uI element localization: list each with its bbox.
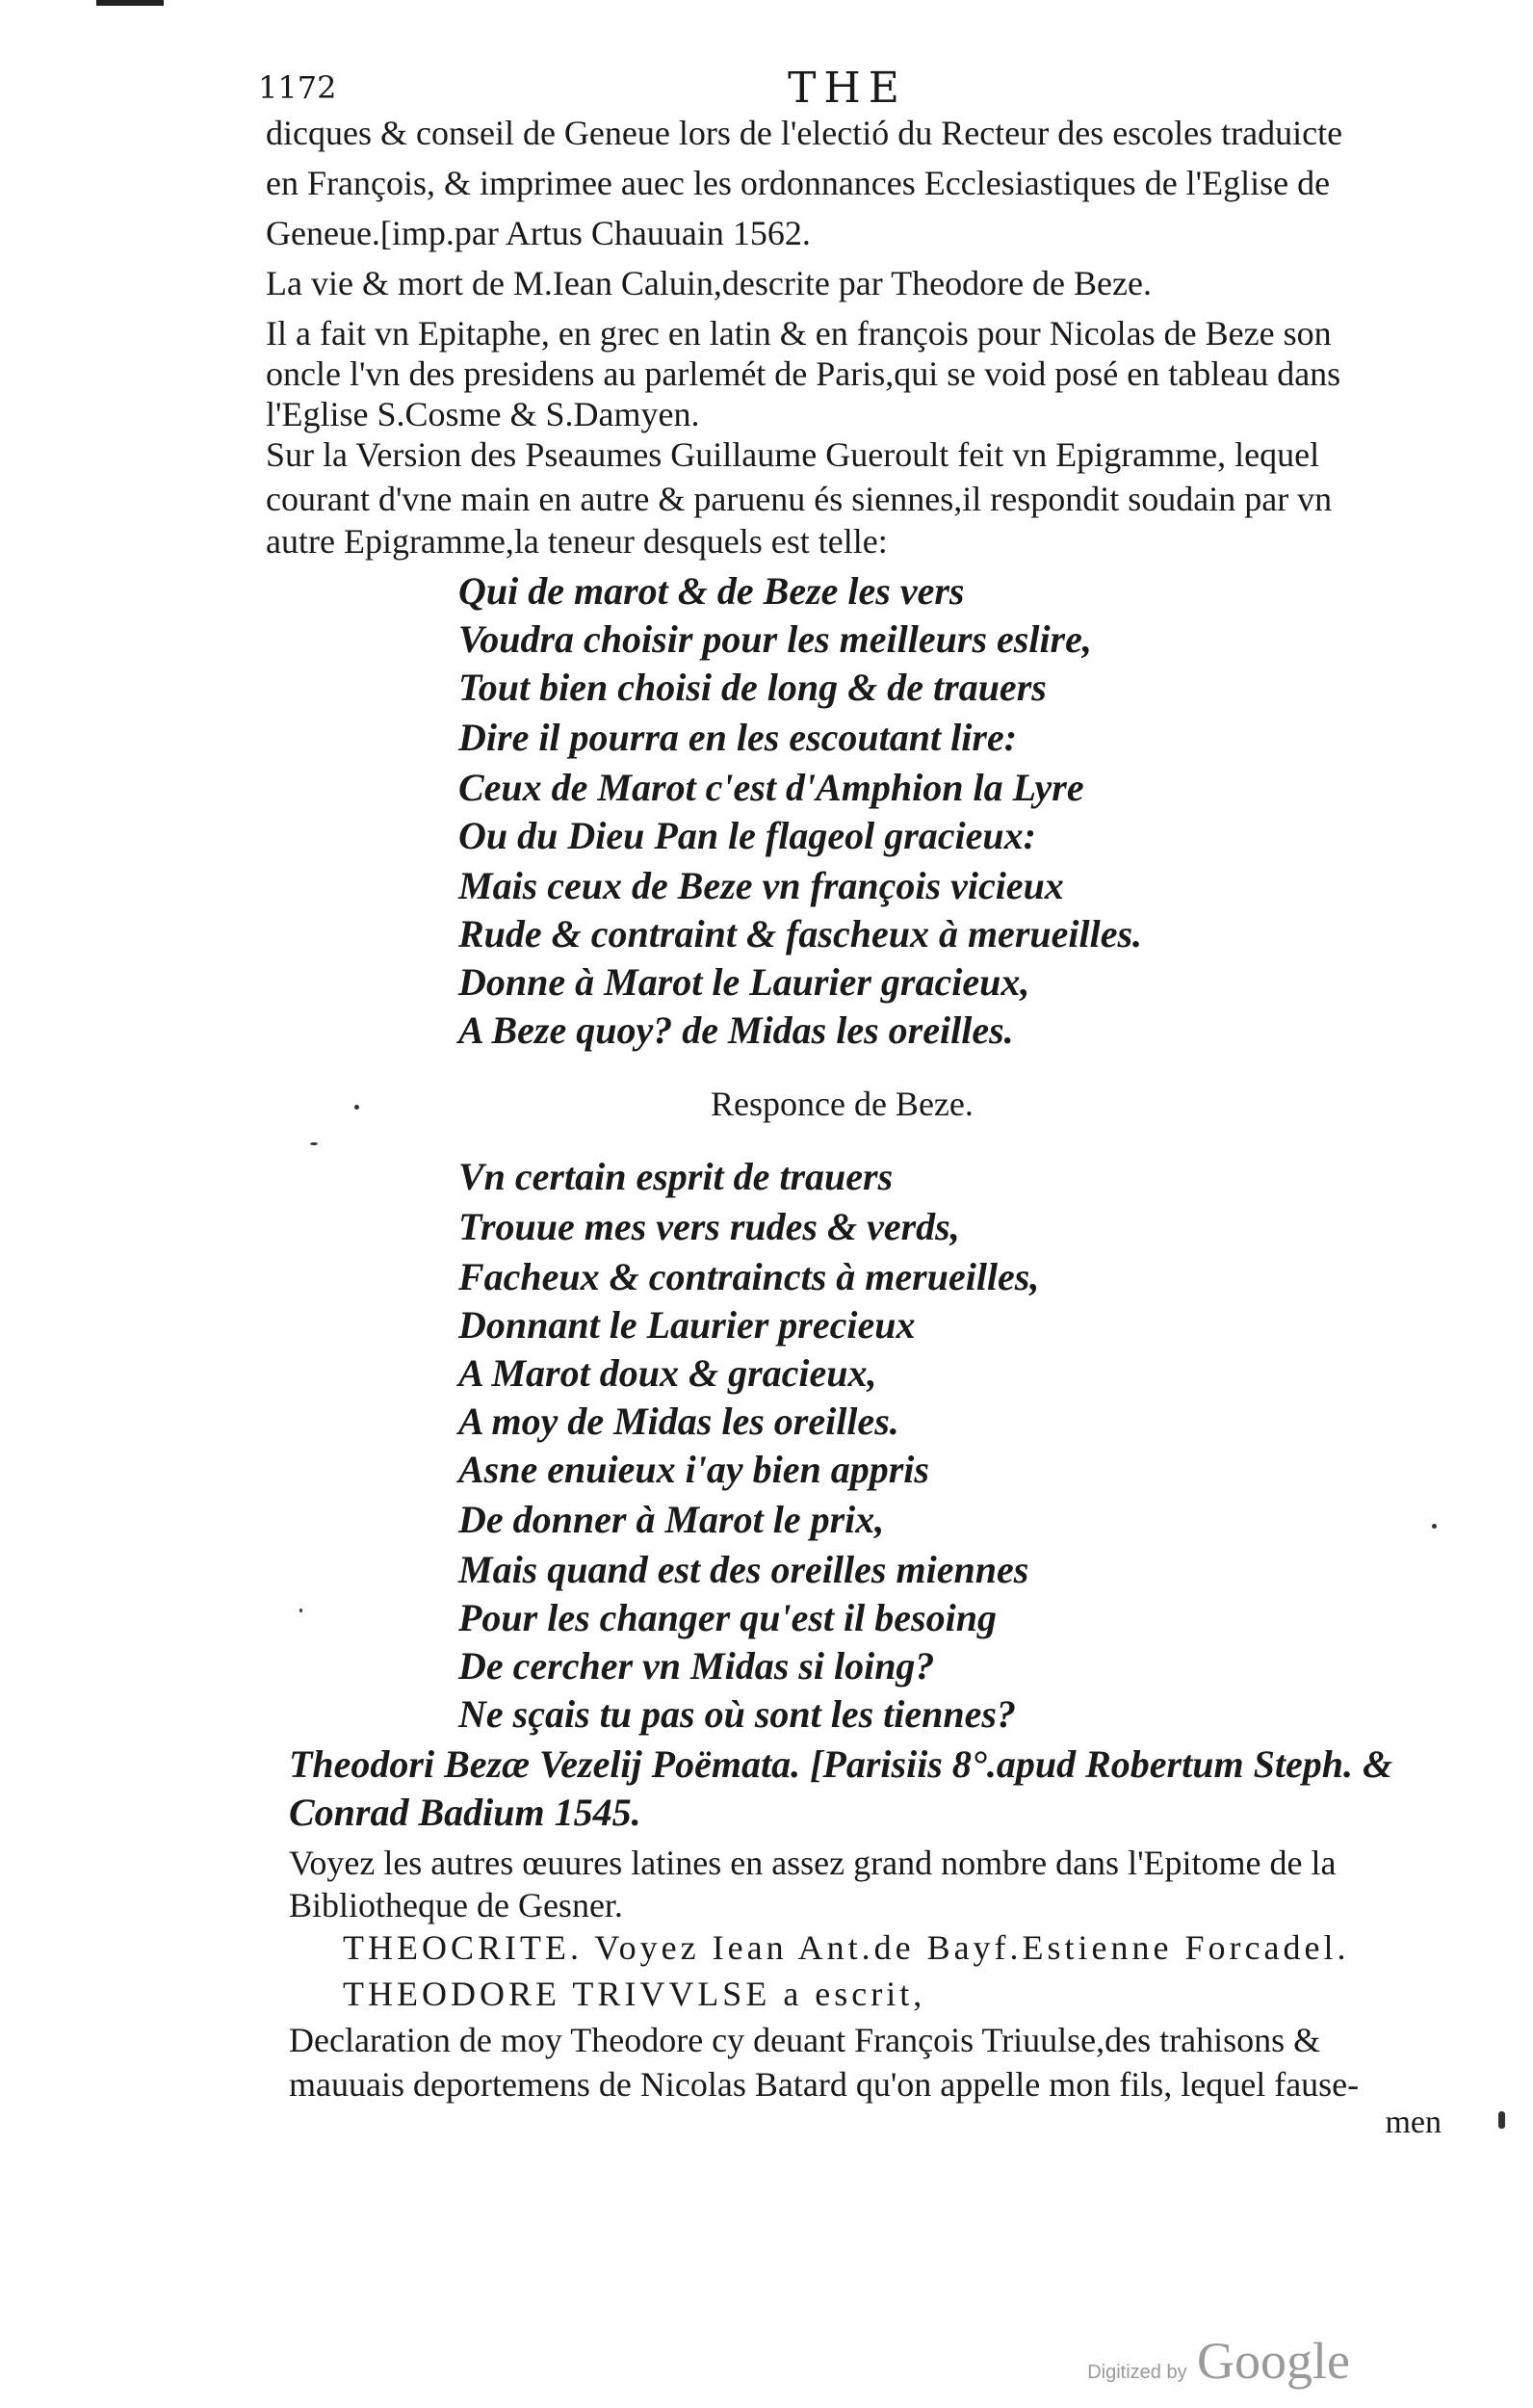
poem-line: Asne enuieux i'ay bien appris (458, 1448, 929, 1491)
text-line: Declaration de moy Theodore cy deuant François Triuulse,des trahisons & (289, 2021, 1321, 2059)
scan-speck (1432, 1524, 1437, 1529)
poem-line: Facheux & contraincts à merueilles, (458, 1255, 1040, 1298)
text-line: courant d'vne main en autre & paruenu és siennes,il respondit soudain par vn (266, 480, 1333, 518)
poem-line: Mais ceux de Beze vn françois vicieux (458, 864, 1064, 907)
poem-line: Trouue mes vers rudes & verds, (458, 1205, 960, 1248)
poem-line: Qui de marot & de Beze les vers (458, 569, 965, 613)
catchword: men (1385, 2105, 1442, 2140)
latin-citation: Conrad Badium 1545. (289, 1791, 641, 1834)
poem-line: De donner à Marot le prix, (458, 1498, 885, 1541)
text-line: dicques & conseil de Geneue lors de l'electió du Recteur des escoles traduicte (266, 114, 1343, 152)
text-line: Geneue.[imp.par Artus Chauuain 1562. (266, 214, 811, 252)
poem-line: Dire il pourra en les escoutant lire: (458, 716, 1018, 759)
google-logo: Google (1197, 2332, 1350, 2390)
poem-line: Mais quand est des oreilles miennes (458, 1548, 1029, 1591)
scan-speck (310, 1142, 318, 1145)
poem-line: De cercher vn Midas si loing? (458, 1644, 935, 1688)
latin-citation: Theodori Bezæ Vezelij Poëmata. [Parisiis 8°.apud Robertum Steph. & (289, 1742, 1393, 1786)
scan-speck (1498, 2111, 1505, 2129)
text-line: Bibliotheque de Gesner. (289, 1886, 623, 1924)
poem-line: Pour les changer qu'est il besoing (458, 1596, 997, 1639)
page-number: 1172 (258, 69, 337, 106)
digitized-watermark (1087, 2331, 1350, 2391)
text-line: autre Epigramme,la teneur desquels est telle: (266, 522, 888, 561)
poem-line: Ceux de Marot c'est d'Amphion la Lyre (458, 766, 1084, 809)
text-line: Voyez les autres œuures latines en assez grand nombre dans l'Epitome de la (289, 1844, 1337, 1882)
running-title: THE (788, 64, 907, 113)
text-line: Sur la Version des Pseaumes Guillaume Gueroult feit vn Epigramme, lequel (266, 435, 1320, 474)
scan-speck (299, 1609, 302, 1612)
entry-heading: THEODORE TRIVVLSE a escrit, (343, 1975, 926, 2013)
text-line: en François, & imprimee auec les ordonnances Ecclesiastiques de l'Eglise de (266, 164, 1331, 202)
poem-line: Donne à Marot le Laurier gracieux, (458, 960, 1030, 1004)
poem-line: Ou du Dieu Pan le flageol gracieux: (458, 814, 1036, 857)
scan-speck (354, 1105, 359, 1110)
text-line: l'Eglise S.Cosme & S.Damyen. (266, 395, 700, 433)
entry-heading: THEOCRITE. Voyez Iean Ant.de Bayf.Estienne Forcadel. (343, 1928, 1350, 1967)
poem-line: A moy de Midas les oreilles. (458, 1400, 899, 1443)
poem-line: Rude & contraint & fascheux à merueilles. (458, 912, 1143, 955)
poem-line: Tout bien choisi de long & de trauers (458, 666, 1047, 709)
text-line: La vie & mort de M.Iean Caluin,descrite par Theodore de Beze. (266, 264, 1152, 302)
poem-line: Ne sçais tu pas où sont les tiennes? (458, 1692, 1016, 1736)
text-line: Il a fait vn Epitaphe, en grec en latin & en françois pour Nicolas de Beze son (266, 314, 1332, 353)
poem-line: Donnant le Laurier precieux (458, 1303, 916, 1347)
poem-line: Vn certain esprit de trauers (458, 1155, 894, 1198)
poem-line: A Marot doux & gracieux, (458, 1351, 877, 1395)
poem-line: A Beze quoy? de Midas les oreilles. (458, 1008, 1014, 1052)
watermark-small-text: Digitized by (1087, 2362, 1187, 2383)
text-line: mauuais deportemens de Nicolas Batard qu'on appelle mon fils, lequel fause- (289, 2065, 1360, 2104)
poem-line: Voudra choisir pour les meilleurs eslire, (458, 617, 1092, 661)
text-line: oncle l'vn des presidens au parlemét de Paris,qui se void posé en tableau dans (266, 354, 1341, 393)
response-heading: Responce de Beze. (711, 1085, 974, 1123)
